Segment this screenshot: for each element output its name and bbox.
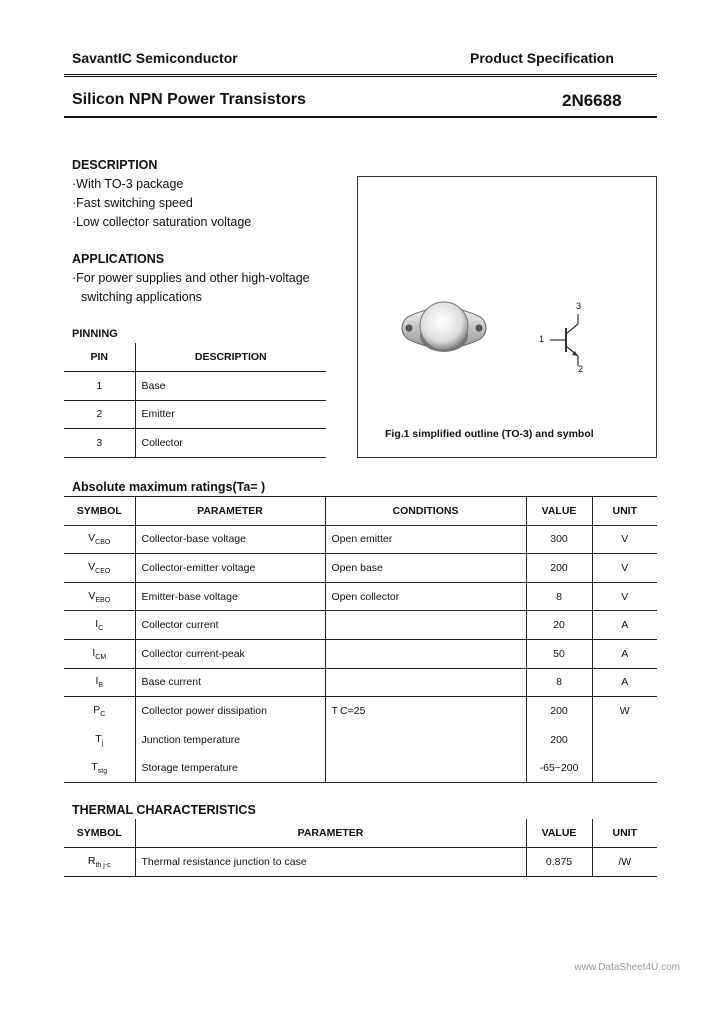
- unit-cell: A: [621, 647, 629, 660]
- doc-type: Product Specification: [470, 50, 614, 66]
- symbol-subscript: stg: [97, 767, 108, 775]
- symbol-letter: I: [92, 646, 96, 659]
- value-cell: 8: [526, 668, 592, 697]
- list-item: ·With TO-3 package: [72, 177, 184, 191]
- value-col-header: VALUE: [526, 497, 592, 526]
- table-row: [64, 639, 657, 668]
- table-row: [64, 668, 657, 697]
- unit-cell: [592, 754, 657, 783]
- part-number: 2N6688: [562, 91, 622, 110]
- parameter-col-header: PARAMETER: [135, 819, 526, 848]
- symbol-cell: [64, 725, 135, 754]
- parameter-cell: Collector power dissipation: [135, 697, 325, 726]
- conditions-cell: [325, 611, 526, 640]
- header-rule-bottom: [64, 116, 657, 118]
- value-cell: 200: [526, 697, 592, 726]
- conditions-cell: [325, 754, 526, 783]
- symbol-letter: I: [95, 675, 99, 688]
- symbol-letter: P: [93, 704, 101, 717]
- symbol-letter: I: [95, 618, 99, 631]
- symbol-col-header: SYMBOL: [64, 497, 135, 526]
- list-item: ·Fast switching speed: [72, 196, 193, 210]
- pinning-heading: PINNING: [72, 328, 118, 340]
- symbol-letter: T: [91, 760, 98, 773]
- symbol-pin-2-label: 2: [578, 364, 584, 374]
- value-cell: 200: [526, 725, 592, 754]
- parameter-cell: Junction temperature: [135, 725, 325, 754]
- symbol-subscript: CBO: [95, 539, 111, 547]
- symbol-cell: [64, 668, 135, 697]
- table-row: 2 Emitter: [64, 400, 326, 429]
- symbol-subscript: C: [98, 625, 104, 633]
- table-row: [64, 848, 657, 877]
- value-cell: 200: [526, 554, 592, 583]
- symbol-letter: T: [95, 732, 102, 745]
- symbol-subscript: C: [100, 711, 106, 719]
- value-cell: -65~200: [526, 754, 592, 783]
- abs-max-table: [64, 496, 657, 783]
- table-row: [64, 611, 657, 640]
- value-cell: 20: [526, 611, 592, 640]
- parameter-cell: Base current: [135, 668, 325, 697]
- table-row: [64, 754, 657, 783]
- pinning-table: [64, 343, 326, 458]
- symbol-subscript: EBO: [95, 596, 111, 604]
- symbol-letter: V: [88, 589, 96, 602]
- symbol-cell: [64, 582, 135, 611]
- desc-col-header: DESCRIPTION: [194, 351, 267, 364]
- parameter-cell: Emitter-base voltage: [135, 582, 325, 611]
- symbol-cell: [64, 611, 135, 640]
- table-row: 1 Base: [64, 372, 326, 401]
- symbol-col-header: SYMBOL: [64, 819, 135, 848]
- list-item: ·For power supplies and other high-voltage: [72, 271, 310, 285]
- conditions-cell: Open base: [325, 554, 526, 583]
- unit-cell: W: [619, 705, 630, 718]
- company-name: SavantIC Semiconductor: [72, 50, 238, 66]
- watermark: www.DataSheet4U.com: [574, 962, 680, 973]
- pin-col-header: PIN: [64, 343, 135, 372]
- conditions-cell: T C=25: [325, 697, 526, 726]
- thermal-heading: THERMAL CHARACTERISTICS: [72, 803, 256, 817]
- applications-list: [72, 269, 310, 307]
- symbol-cell: [64, 525, 135, 554]
- to3-package-outline: [392, 296, 496, 360]
- symbol-subscript: th j-c: [95, 861, 111, 869]
- symbol-subscript: B: [98, 682, 104, 690]
- value-cell: 50: [526, 639, 592, 668]
- value-cell: 0.875: [526, 848, 592, 877]
- table-row: [64, 525, 657, 554]
- symbol-cell: [64, 639, 135, 668]
- list-item: switching applications: [81, 290, 202, 304]
- symbol-pin-3-label: 3: [576, 301, 582, 311]
- description-heading: DESCRIPTION: [72, 158, 158, 172]
- figure-caption: Fig.1 simplified outline (TO-3) and symbol: [385, 428, 594, 440]
- unit-col-header: UNIT: [612, 504, 637, 517]
- value-cell: 300: [526, 525, 592, 554]
- parameter-cell: Collector current-peak: [135, 639, 325, 668]
- table-row: [64, 725, 657, 754]
- symbol-subscript: j: [101, 739, 104, 747]
- conditions-cell: [325, 639, 526, 668]
- table-row: 3 Collector: [64, 429, 326, 458]
- unit-col-header: UNIT: [612, 827, 637, 840]
- page-title: Silicon NPN Power Transistors: [72, 91, 306, 108]
- conditions-cell: [325, 668, 526, 697]
- parameter-cell: Collector-emitter voltage: [135, 554, 325, 583]
- symbol-subscript: CM: [95, 653, 107, 661]
- symbol-letter: V: [88, 560, 96, 573]
- thermal-table: [64, 819, 657, 877]
- parameter-col-header: PARAMETER: [135, 497, 325, 526]
- abs-max-heading: Absolute maximum ratings(Ta= ): [72, 480, 266, 494]
- value-cell: 8: [526, 582, 592, 611]
- conditions-cell: [325, 725, 526, 754]
- symbol-cell: [64, 697, 135, 726]
- description-list: [72, 175, 251, 232]
- unit-cell: V: [621, 561, 629, 574]
- symbol-cell: [64, 754, 135, 783]
- symbol-pin-1-label: 1: [539, 334, 545, 344]
- table-row: [64, 582, 657, 611]
- conditions-col-header: CONDITIONS: [325, 497, 526, 526]
- unit-cell: A: [621, 676, 629, 689]
- symbol-cell: [64, 554, 135, 583]
- table-row: [64, 554, 657, 583]
- unit-cell: A: [621, 619, 629, 632]
- symbol-cell: [64, 848, 135, 877]
- list-item: ·Low collector saturation voltage: [72, 215, 252, 229]
- applications-heading: APPLICATIONS: [72, 252, 165, 266]
- value-col-header: VALUE: [526, 819, 592, 848]
- parameter-cell: Thermal resistance junction to case: [135, 848, 526, 877]
- parameter-cell: Collector-base voltage: [135, 525, 325, 554]
- symbol-letter: R: [87, 854, 96, 867]
- conditions-cell: Open emitter: [325, 525, 526, 554]
- parameter-cell: Storage temperature: [135, 754, 325, 783]
- header-rule-top: [64, 74, 657, 75]
- table-row: [64, 697, 657, 726]
- symbol-subscript: CEO: [95, 567, 111, 575]
- parameter-cell: Collector current: [135, 611, 325, 640]
- unit-cell: [592, 725, 657, 754]
- header-rule-mid: [64, 76, 657, 77]
- npn-transistor-symbol-icon: [548, 310, 592, 370]
- unit-cell: /W: [618, 855, 632, 868]
- symbol-letter: V: [88, 532, 96, 545]
- conditions-cell: Open collector: [325, 582, 526, 611]
- unit-cell: V: [621, 590, 629, 603]
- unit-cell: V: [621, 533, 629, 546]
